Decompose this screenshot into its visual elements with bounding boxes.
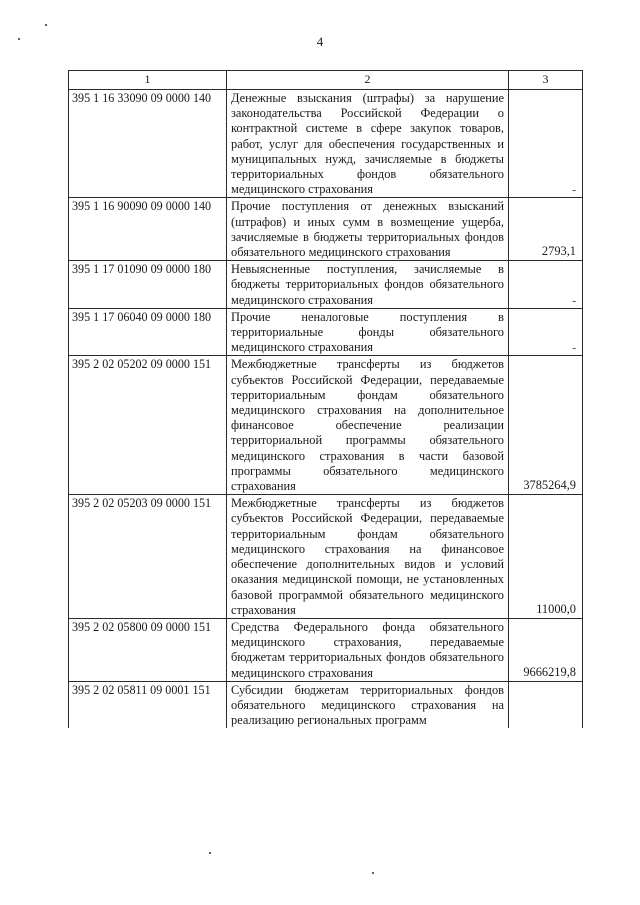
budget-code: 395 2 02 05811 09 0001 151 [69,681,227,728]
revenue-description: Субсидии бюджетам территориальных фондов обязательного медицинского страхования на реализацию региональных программ [227,681,509,728]
table-row [69,198,583,261]
scan-speck [18,38,20,40]
revenue-description: Прочие неналоговые поступления в территориальные фонды обязательного медицинского страхования [227,308,509,356]
table-row [69,261,583,309]
budget-code: 395 1 17 01090 09 0000 180 [69,261,227,309]
column-header-1: 1 [69,71,227,90]
table-row [69,356,583,495]
amount: 2793,1 [509,198,583,261]
table-row [69,618,583,681]
amount [509,681,583,728]
amount: - [509,308,583,356]
budget-code: 395 1 17 06040 09 0000 180 [69,308,227,356]
budget-code: 395 2 02 05203 09 0000 151 [69,495,227,619]
amount: 3785264,9 [509,356,583,495]
column-header-3: 3 [509,71,583,90]
revenue-description: Невыясненные поступления, зачисляемые в бюджеты территориальных фондов обязательного медицинского страхования [227,261,509,309]
revenue-description: Межбюджетные трансферты из бюджетов субъектов Российской Федерации, передаваемые территориальным фондам обязательного медицинского страхования на дополнительное финансовое обеспечение реализации территориальной программы обязательного медицинского страхования в части базовой программы обязательного медицинского страхования [227,356,509,495]
amount: - [509,90,583,198]
revenue-description: Средства Федерального фонда обязательного медицинского страхования, передаваемые бюджетам территориальных фондов обязательного медицинского страхования [227,618,509,681]
table-row [69,90,583,198]
budget-code: 395 1 16 33090 09 0000 140 [69,90,227,198]
table-row [69,308,583,356]
amount: 11000,0 [509,495,583,619]
scan-speck [45,24,47,26]
budget-code: 395 2 02 05202 09 0000 151 [69,356,227,495]
budget-code: 395 2 02 05800 09 0000 151 [69,618,227,681]
page-number: 4 [316,34,324,49]
revenue-table [68,70,583,728]
amount: - [509,261,583,309]
scan-speck [372,872,374,874]
table-row [69,495,583,619]
revenue-description: Прочие поступления от денежных взысканий (штрафов) и иных сумм в возмещение ущерба, зачисляемые в бюджеты территориальных фондов обязательного медицинского страхования [227,198,509,261]
column-header-2: 2 [227,71,509,90]
table-row [69,681,583,728]
table-header-row [69,71,583,90]
amount: 9666219,8 [509,618,583,681]
revenue-description: Денежные взыскания (штрафы) за нарушение законодательства Российской Федерации о контрактной системе в сфере закупок товаров, работ, услуг для обеспечения государственных и муниципальных нужд, зачисляемые в бюджеты территориальных фондов обязательного медицинского страхования [227,90,509,198]
budget-code: 395 1 16 90090 09 0000 140 [69,198,227,261]
scan-speck [209,852,211,854]
revenue-description: Межбюджетные трансферты из бюджетов субъектов Российской Федерации, передаваемые территориальным фондам обязательного медицинского страхования на финансовое обеспечение дополнительных видов и условий оказания медицинской помощи, не установленных базовой программой обязательного медицинского страхования [227,495,509,619]
